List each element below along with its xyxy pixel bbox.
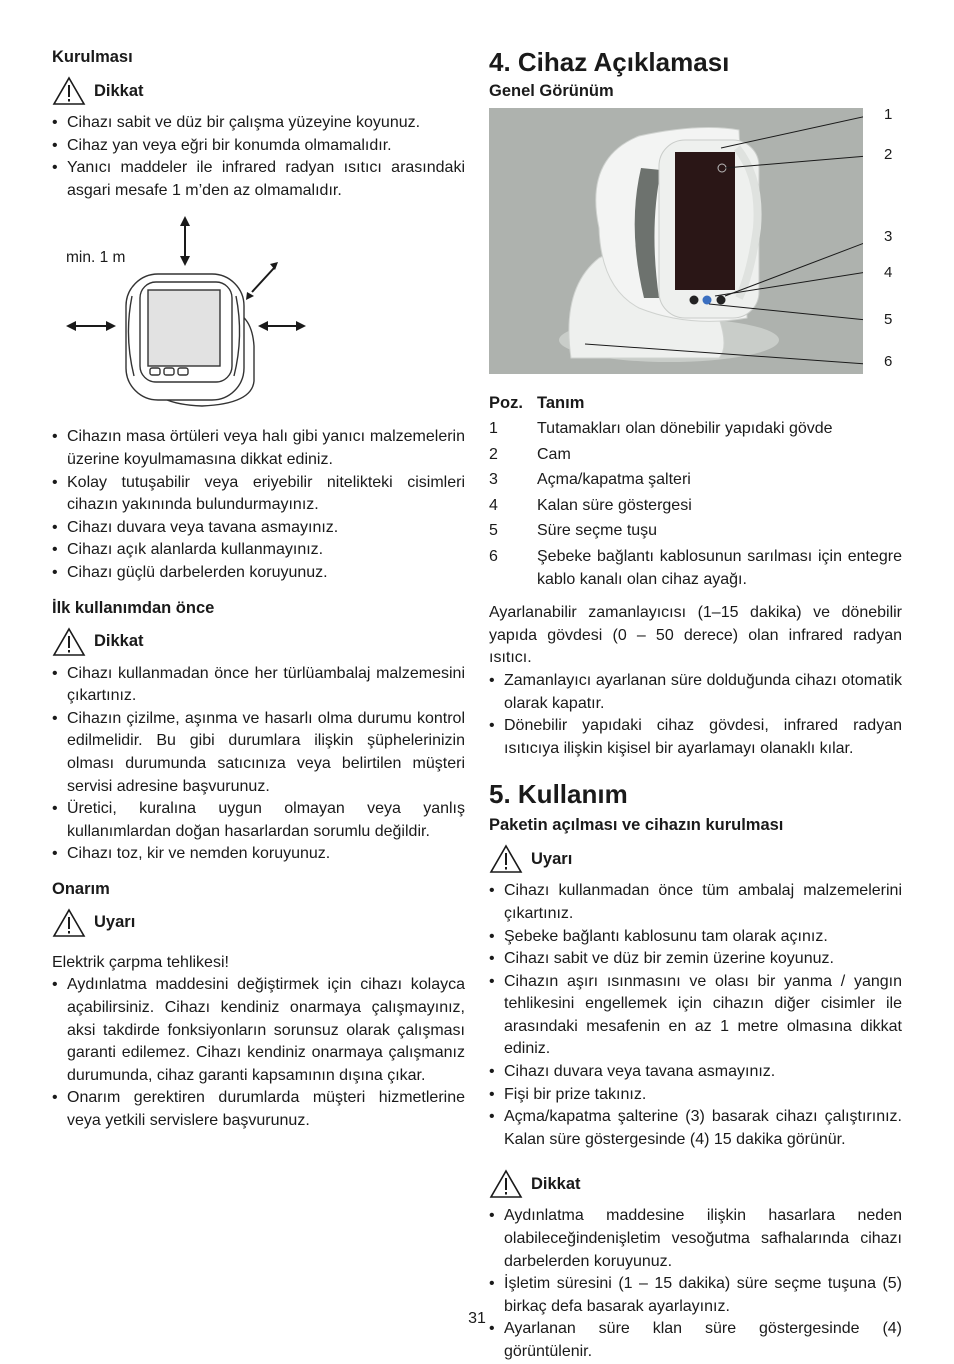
warning-triangle-icon (489, 1169, 523, 1199)
device-description: Ayarlanabilir zamanlayıcısı (1–15 dakika) ve dönebilir yapıda gövdesi (0 – 50 derece) olan infrared radyan ısıtıcı. (489, 604, 902, 667)
warning-block (489, 1169, 902, 1199)
warning-triangle-icon (52, 627, 86, 657)
heater-illustration (52, 216, 465, 416)
list-item: • Aydınlatma maddesine ilişkin hasarlara neden olabileceğindenişletim vesoğutma safhalarında cihazı darbelerden koruyunuz. (489, 1205, 902, 1273)
row-desc: Açma/kapatma şalteri (537, 471, 691, 489)
list-item: • Onarım gerektiren durumlarda müşteri hizmetlerine veya yetkili servislere başvurunuz. (52, 1087, 465, 1132)
callout-5: 5 (884, 311, 893, 328)
list-item: • Cihazı kullanmadan önce tüm ambalaj malzemelerini çıkartınız. (489, 880, 902, 925)
list-item: • Cihazı duvara veya tavana asmayınız. (489, 1061, 902, 1084)
row-desc: Tutamakları olan dönebilir yapıdaki gövde (537, 420, 833, 437)
warning-label: Dikkat (94, 81, 144, 100)
callout-2: 2 (884, 146, 893, 163)
list-item: • Cihazı güçlü darbelerden koruyunuz. (52, 562, 465, 585)
list-item: • Fişi bir prize takınız. (489, 1084, 902, 1107)
list-item: • Cihazı sabit ve düz bir zemin üzerine koyunuz. (489, 948, 902, 971)
device-photo (489, 108, 863, 374)
section-4-title: 4. Cihaz Açıklaması (489, 47, 730, 77)
row-pos: 1 (489, 420, 498, 437)
heading-ilk-kullanim: İlk kullanımdan önce (52, 598, 215, 617)
list-item: • Cihaz yan veya eğri bir konumda olmamalıdır. (52, 135, 465, 158)
row-pos: 5 (489, 522, 498, 540)
row-desc: Şebeke bağlantı kablosunun sarılması için entegre kablo kanalı olan cihaz ayağı. (537, 547, 902, 588)
warning-block (489, 844, 902, 874)
warning-triangle-icon (52, 908, 86, 938)
left-column (52, 46, 465, 1133)
right-column (489, 46, 902, 1364)
list-item: • Cihazı açık alanlarda kullanmayınız. (52, 539, 465, 562)
list-item: • Zamanlayıcı ayarlanan süre dolduğunda cihazı otomatik olarak kapatır. (489, 670, 902, 715)
row-pos: 2 (489, 445, 498, 463)
header-desc: Tanım (537, 394, 585, 412)
list-item: • Cihazı toz, kir ve nemden koruyunuz. (52, 843, 465, 866)
table-row (489, 520, 902, 543)
heading-onarim: Onarım (52, 879, 110, 898)
parts-table (489, 418, 902, 591)
list-item: • Cihazın çizilme, aşınma ve hasarlı olma durumu kontrol edilmelidir. Bu gibi durumlara ilişkin şüphelerinizin olması durumunda satıcınıza veya belirtilen müşteri servisi adresine başvurunuz. (52, 708, 465, 798)
bullet-list (489, 670, 902, 760)
warning-block (52, 908, 465, 938)
row-pos: 6 (489, 547, 498, 565)
table-row (489, 418, 902, 441)
list-item: • Cihazı duvara veya tavana asmayınız. (52, 517, 465, 540)
row-desc: Kalan süre göstergesi (537, 496, 692, 514)
row-desc: Cam (537, 445, 571, 463)
warning-triangle-icon (489, 844, 523, 874)
table-row (489, 495, 902, 518)
bullet-list (489, 1205, 902, 1363)
callout-6: 6 (884, 353, 893, 370)
callout-1: 1 (884, 106, 893, 123)
heading-kurulmasi: Kurulması (52, 48, 133, 66)
table-row (489, 546, 902, 591)
bullet-list (52, 112, 465, 202)
warning-block (52, 627, 465, 657)
list-item: • Cihazı kullanmadan önce her türlüambalaj malzemesini çıkartınız. (52, 663, 465, 708)
header-pos: Poz. (489, 394, 523, 412)
section-4-subtitle: Genel Görünüm (489, 82, 614, 100)
bullet-list (52, 426, 465, 584)
warning-label: Uyarı (94, 913, 136, 932)
list-item: • Kolay tutuşabilir veya eriyebilir nitelikteki cisimleri cihazın yakınında bulundurmayınız. (52, 472, 465, 517)
bullet-list (52, 663, 465, 866)
distance-figure (52, 216, 465, 416)
list-item: • Cihazın masa örtüleri veya halı gibi yanıcı malzemelerin üzerine koyulmamasına dikkat ediniz. (52, 426, 465, 471)
list-item: • Cihazı sabit ve düz bir çalışma yüzeyine koyunuz. (52, 112, 465, 135)
list-item: • Dönebilir yapıdaki cihaz gövdesi, infrared radyan ısıtıcıya ilişkin kişisel bir ayarlamayı olanaklı kılar. (489, 715, 902, 760)
callout-3: 3 (884, 228, 893, 245)
figure-label: min. 1 m (66, 249, 126, 267)
row-desc: Süre seçme tuşu (537, 522, 658, 540)
row-pos: 3 (489, 471, 498, 489)
warning-triangle-icon (52, 76, 86, 106)
page-number: 31 (468, 1310, 486, 1327)
callout-4: 4 (884, 264, 893, 281)
list-item: • Cihazın aşırı ısınmasını ve olası bir yanma / yangın tehlikesini engellemek için cihazın diğer cisimler ile arasındaki mesafenin en az 1 metre olmasına dikkat ediniz. (489, 971, 902, 1061)
list-item: • Açma/kapatma şalterine (3) basarak cihazı çalıştırınız. Kalan süre göstergesinde (4) 15 dakika görünür. (489, 1106, 902, 1151)
onarim-intro: Elektrik çarpma tehlikesi! (52, 953, 229, 971)
list-item: • İşletim süresini (1 – 15 dakika) süre seçme tuşuna (5) birkaç defa basarak ayarlayınız. (489, 1273, 902, 1318)
warning-label: Dikkat (94, 632, 144, 651)
list-item: • Şebeke bağlantı kablosunu tam olarak açınız. (489, 926, 902, 949)
section-5-title: 5. Kullanım (489, 779, 628, 810)
list-item: • Yanıcı maddeler ile infrared radyan ısıtıcı arasındaki asgari mesafe 1 m’den az olmamalıdır. (52, 157, 465, 202)
parts-table-header (489, 392, 902, 414)
table-row (489, 444, 902, 467)
warning-block (52, 76, 465, 106)
bullet-list (489, 880, 902, 1151)
table-row (489, 469, 902, 492)
bullet-list (52, 974, 465, 1132)
warning-label: Dikkat (531, 1174, 581, 1193)
device-figure (489, 106, 893, 374)
list-item: • Ayarlanan süre klan süre göstergesinde (4) görüntülenir. (489, 1318, 902, 1363)
section-5-subtitle: Paketin açılması ve cihazın kurulması (489, 816, 784, 835)
warning-label: Uyarı (531, 849, 573, 868)
list-item: • Üretici, kuralına uygun olmayan veya yanlış kullanımlardan doğan hasarlardan sorumlu değildir. (52, 798, 465, 843)
row-pos: 4 (489, 496, 498, 514)
list-item: • Aydınlatma maddesini değiştirmek için cihazı kolayca açabilirsiniz. Cihazı kendiniz onarmaya çalışmayınız, aksi takdirde fonksiyonların sorunsuz olarak çalışması garanti edilemez. Cihazı kendiniz onarmaya çalışmanız durumunda, cihaz garanti kapsamının dışına çıkar. (52, 974, 465, 1087)
